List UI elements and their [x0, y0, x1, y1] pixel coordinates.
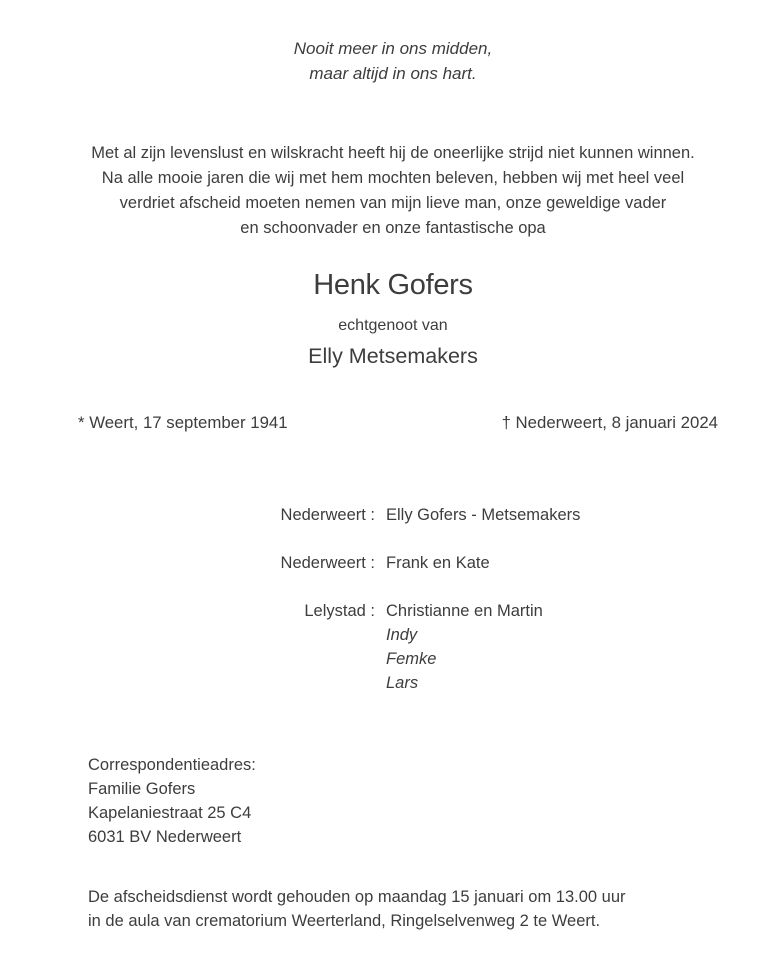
deceased-block [0, 268, 760, 370]
death-date: † Nederweert, 8 januari 2024 [501, 413, 718, 432]
life-dates [0, 410, 760, 435]
family-member: Frank en Kate [386, 554, 490, 572]
memorial-quote [0, 36, 760, 86]
service-line-1: De afscheidsdienst wordt gehouden op maandag 15 januari om 13.00 uur [88, 888, 626, 906]
announcement-paragraph [0, 141, 760, 241]
family-member: Elly Gofers - Metsemakers [386, 506, 581, 524]
announcement-line-3: verdriet afscheid moeten nemen van mijn lieve man, onze geweldige vader [119, 194, 667, 212]
family-place: Lelystad : [304, 602, 375, 620]
relation-text: echtgenoot van [338, 317, 448, 334]
correspondence-label: Correspondentieadres: [88, 756, 256, 774]
family-row [0, 551, 760, 575]
family-place: Nederweert : [280, 554, 375, 572]
family-row [0, 599, 760, 695]
correspondence-line: Kapelaniestraat 25 C4 [88, 804, 252, 822]
spouse-name: Elly Metsemakers [308, 344, 478, 368]
quote-line-2: maar altijd in ons hart. [309, 64, 477, 83]
correspondence-line: 6031 BV Nederweert [88, 828, 242, 846]
birth-date: * Weert, 17 september 1941 [78, 413, 288, 432]
family-list [0, 503, 760, 719]
quote-line-1: Nooit meer in ons midden, [293, 39, 493, 58]
correspondence-address [88, 753, 256, 849]
family-place: Nederweert : [280, 506, 375, 524]
announcement-line-4: en schoonvader en onze fantastische opa [240, 219, 546, 237]
service-line-2: in de aula van crematorium Weerterland, Ringelselvenweg 2 te Weert. [88, 912, 601, 930]
family-row [0, 503, 760, 527]
deceased-name: Henk Gofers [313, 269, 473, 301]
grandchild-name: Femke [386, 650, 437, 668]
family-member: Christianne en Martin [386, 602, 543, 620]
correspondence-line: Familie Gofers [88, 780, 196, 798]
service-details [88, 885, 626, 933]
grandchild-name: Lars [386, 674, 419, 692]
grandchild-name: Indy [386, 626, 418, 644]
announcement-line-1: Met al zijn levenslust en wilskracht heeft hij de oneerlijke strijd niet kunnen winnen. [91, 144, 695, 162]
announcement-line-2: Na alle mooie jaren die wij met hem mochten beleven, hebben wij met heel veel [101, 169, 685, 187]
